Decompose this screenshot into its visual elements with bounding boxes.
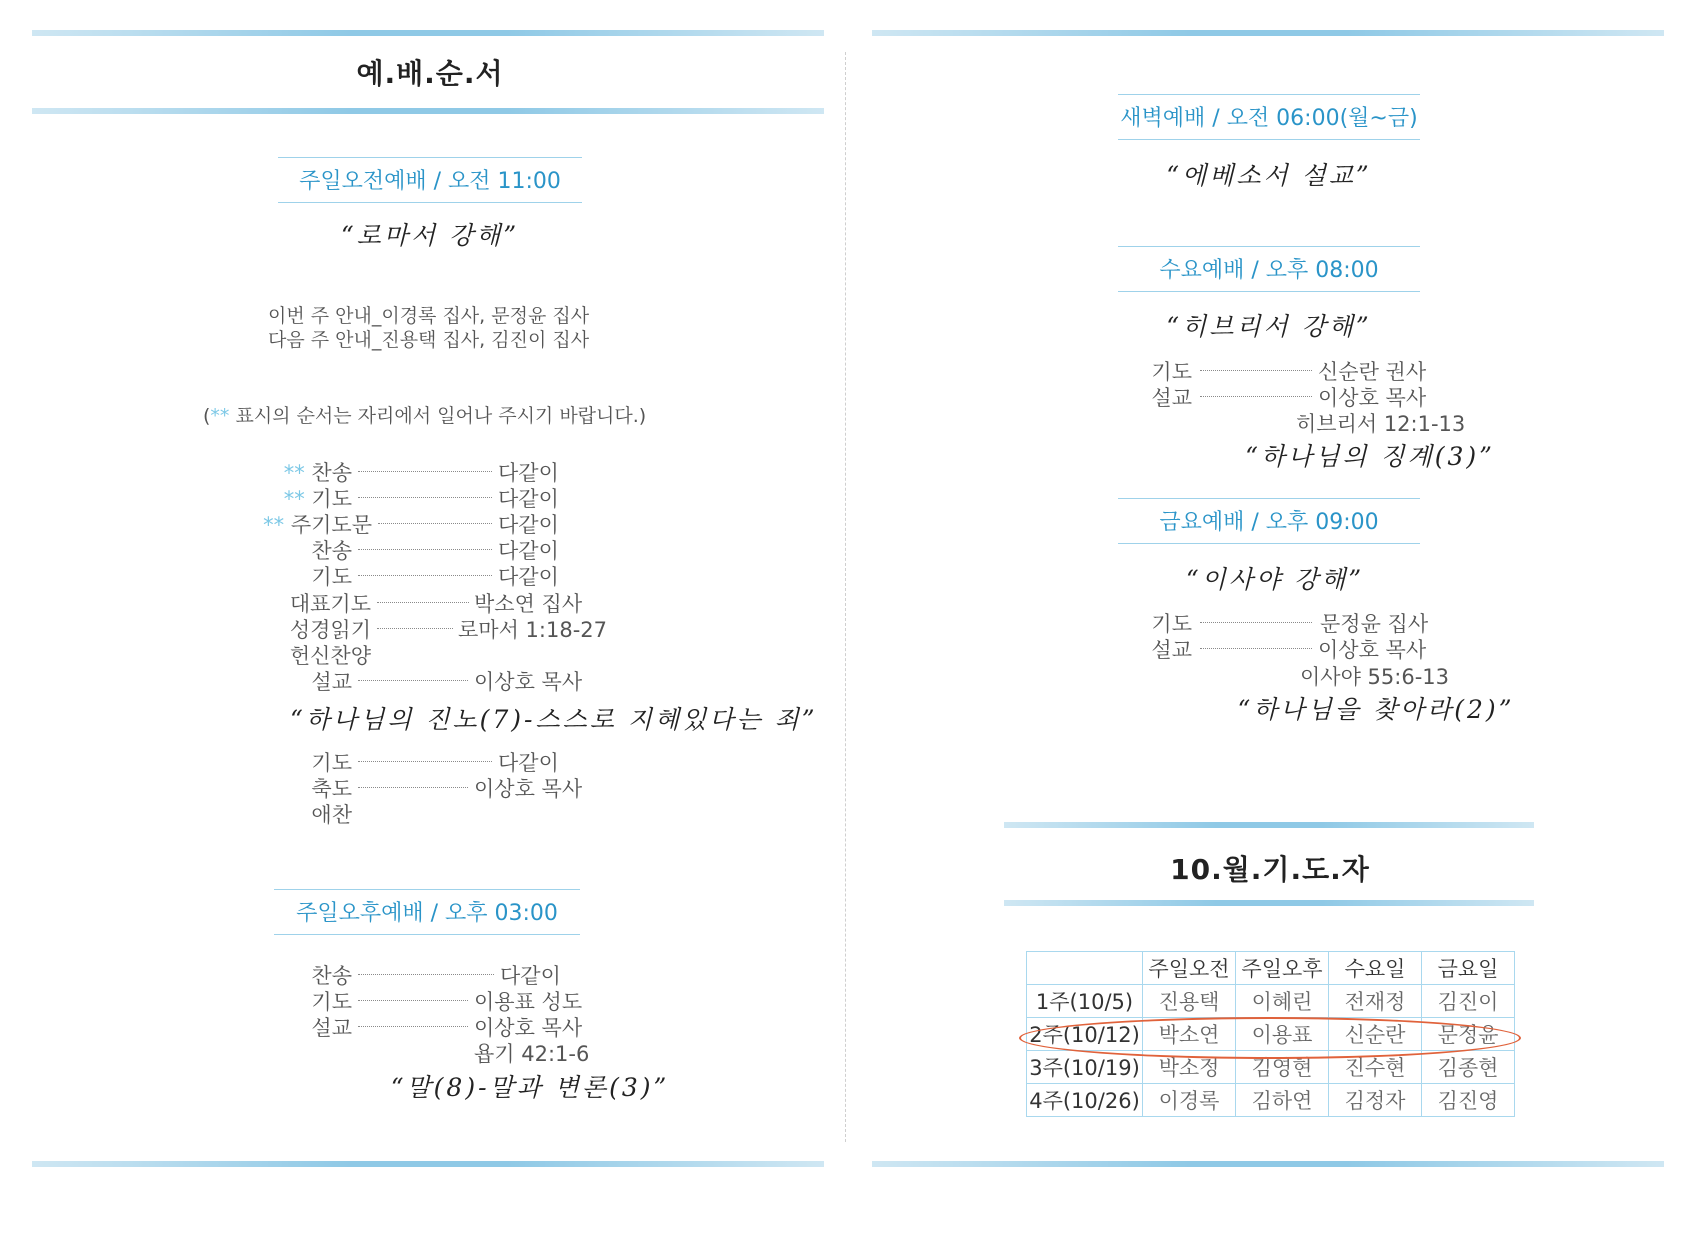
order-person: 이상호 목사 — [474, 777, 583, 801]
leader-dots — [1200, 396, 1312, 397]
order-item: 애찬 — [311, 803, 352, 827]
table-cell: 이용표 — [1236, 1018, 1329, 1051]
order-row — [0, 773, 583, 801]
table-header-row — [1027, 952, 1515, 985]
order-item: 축도 — [311, 777, 352, 801]
order-row — [0, 483, 559, 511]
wednesday-series-title: “히브리서 강해” — [1166, 312, 1372, 341]
dawn-series-title: “에베소서 설교” — [1166, 161, 1372, 190]
bottom-bar-right — [872, 1161, 1664, 1167]
order-item: 설교 — [1151, 386, 1192, 410]
order-person: 신순란 권사 — [1318, 360, 1427, 384]
friday-scripture: 이사야 55:6-13 — [1300, 665, 1449, 689]
order-item: 기도 — [311, 565, 352, 589]
leader-dots — [358, 974, 494, 975]
order-item: 찬송 — [311, 539, 352, 563]
order-person: 다같이 — [498, 565, 559, 589]
leader-dots — [358, 1000, 468, 1001]
order-person: 로마서 1:18-27 — [458, 618, 607, 642]
order-item: 설교 — [311, 670, 352, 694]
table-cell: 김종현 — [1422, 1051, 1515, 1084]
table-cell: 박소정 — [1143, 1051, 1236, 1084]
order-item: 설교 — [1151, 638, 1192, 662]
order-item: 찬송 — [311, 964, 352, 988]
top-bar-right — [872, 30, 1664, 36]
week-cell: 2주(10/12) — [1027, 1018, 1143, 1051]
order-person: 이상호 목사 — [1318, 386, 1427, 410]
order-row — [0, 509, 559, 537]
order-item: ** 기도 — [283, 487, 352, 511]
stand-marker: ** — [263, 513, 285, 537]
leader-dots — [1200, 370, 1312, 371]
order-person: 다같이 — [498, 461, 559, 485]
leader-dots — [358, 680, 468, 681]
order-person: 박소연 집사 — [474, 592, 583, 616]
table-cell: 신순란 — [1329, 1018, 1422, 1051]
wednesday-sermon-title: “하나님의 징계(3)” — [1245, 442, 1495, 471]
afternoon-sermon-title: “말(8)-말과 변론(3)” — [390, 1073, 670, 1102]
leader-dots — [358, 549, 492, 550]
table-cell: 진용택 — [1143, 985, 1236, 1018]
order-person: 다같이 — [498, 751, 559, 775]
prayer-title-topline — [1004, 822, 1534, 828]
order-row — [0, 1012, 583, 1040]
sunday-afternoon-header: 주일오후예배 / 오후 03:00 — [274, 889, 580, 935]
table-row — [1027, 985, 1515, 1018]
order-item: 헌신찬양 — [289, 644, 371, 668]
table-header-cell — [1027, 952, 1143, 985]
order-person: 이상호 목사 — [474, 1016, 583, 1040]
order-person: 다같이 — [498, 539, 559, 563]
order-item: 설교 — [311, 1016, 352, 1040]
guide-next-week: 다음 주 안내_진용택 집사, 김진이 집사 — [268, 329, 590, 351]
order-item: ** 주기도문 — [263, 513, 372, 537]
table-cell: 김영현 — [1236, 1051, 1329, 1084]
leader-dots — [377, 602, 469, 603]
order-row — [0, 799, 352, 825]
table-cell: 김진이 — [1422, 985, 1515, 1018]
dawn-service-header: 새벽예배 / 오전 06:00(월~금) — [1118, 94, 1420, 140]
prayer-title-underline — [1004, 900, 1534, 906]
order-item: 기도 — [311, 990, 352, 1014]
top-bar-left — [32, 30, 824, 36]
leader-dots — [358, 761, 492, 762]
order-row — [0, 535, 559, 563]
table-cell: 전재정 — [1329, 985, 1422, 1018]
leader-dots — [358, 471, 492, 472]
table-cell: 박소연 — [1143, 1018, 1236, 1051]
table-header-cell: 수요일 — [1329, 952, 1422, 985]
order-person: 다같이 — [500, 964, 561, 988]
table-cell: 진수현 — [1329, 1051, 1422, 1084]
order-person: 문정윤 집사 — [1320, 612, 1429, 636]
leader-dots — [358, 575, 492, 576]
order-item: 기도 — [1151, 360, 1192, 384]
bottom-bar-left — [32, 1161, 824, 1167]
table-header-cell: 주일오후 — [1236, 952, 1329, 985]
leader-dots — [358, 1026, 468, 1027]
order-row — [0, 634, 1427, 662]
friday-series-title: “이사야 강해” — [1185, 565, 1365, 594]
table-row — [1027, 1084, 1515, 1117]
order-row — [0, 747, 559, 775]
table-cell: 문정윤 — [1422, 1018, 1515, 1051]
leader-dots — [1200, 648, 1312, 649]
leader-dots — [358, 787, 468, 788]
order-item: ** 찬송 — [283, 461, 352, 485]
order-person: 이상호 목사 — [1318, 638, 1427, 662]
order-row — [0, 457, 559, 485]
wednesday-service-header: 수요예배 / 오후 08:00 — [1118, 246, 1420, 292]
leader-dots — [1200, 622, 1312, 623]
wednesday-scripture: 히브리서 12:1-13 — [1296, 412, 1466, 436]
order-person: 이상호 목사 — [474, 670, 583, 694]
afternoon-scripture: 욥기 42:1-6 — [474, 1042, 590, 1066]
note-stars: ** — [210, 405, 230, 427]
table-cell: 김하연 — [1236, 1084, 1329, 1117]
order-row — [0, 356, 1427, 384]
week-cell: 3주(10/19) — [1027, 1051, 1143, 1084]
page-divider — [845, 52, 846, 1142]
week-cell: 4주(10/26) — [1027, 1084, 1143, 1117]
prayer-title: 10.월.기.도.자 — [1170, 853, 1370, 886]
worship-order-title: 예.배.순.서 — [356, 57, 504, 90]
title-underline-left — [32, 108, 824, 114]
order-person: 다같이 — [498, 513, 559, 537]
morning-series-title: “로마서 강해” — [340, 221, 520, 250]
order-person: 다같이 — [498, 487, 559, 511]
table-cell: 김정자 — [1329, 1084, 1422, 1117]
order-item: 기도 — [311, 751, 352, 775]
highlight-oval — [1019, 1017, 1521, 1059]
table-cell: 이경록 — [1143, 1084, 1236, 1117]
stand-marker: ** — [283, 461, 305, 485]
friday-sermon-title: “하나님을 찾아라(2)” — [1237, 695, 1515, 724]
table-header-cell: 금요일 — [1422, 952, 1515, 985]
order-row — [0, 986, 583, 1014]
order-row — [0, 561, 559, 589]
leader-dots — [378, 523, 492, 524]
stand-marker: ** — [283, 487, 305, 511]
order-row — [0, 666, 583, 694]
table-cell: 이혜린 — [1236, 985, 1329, 1018]
order-row — [0, 608, 1429, 636]
order-person: 이용표 성도 — [474, 990, 583, 1014]
table-cell: 김진영 — [1422, 1084, 1515, 1117]
order-row — [0, 960, 561, 988]
leader-dots — [358, 497, 492, 498]
friday-service-header: 금요예배 / 오후 09:00 — [1118, 498, 1420, 544]
order-item: 대표기도 — [289, 592, 371, 616]
sunday-morning-header: 주일오전예배 / 오전 11:00 — [278, 157, 582, 203]
order-item: 성경읽기 — [289, 618, 371, 642]
order-item: 기도 — [1151, 612, 1192, 636]
order-row — [0, 382, 1427, 410]
morning-sermon-title: “하나님의 진노(7)-스스로 지혜있다는 죄” — [290, 705, 818, 734]
table-header-cell: 주일오전 — [1143, 952, 1236, 985]
guide-this-week: 이번 주 안내_이경록 집사, 문정윤 집사 — [268, 305, 590, 327]
note-text: 표시의 순서는 자리에서 일어나 주시기 바랍니다.) — [229, 405, 647, 427]
note-open: ( — [203, 405, 211, 427]
week-cell: 1주(10/5) — [1027, 985, 1143, 1018]
